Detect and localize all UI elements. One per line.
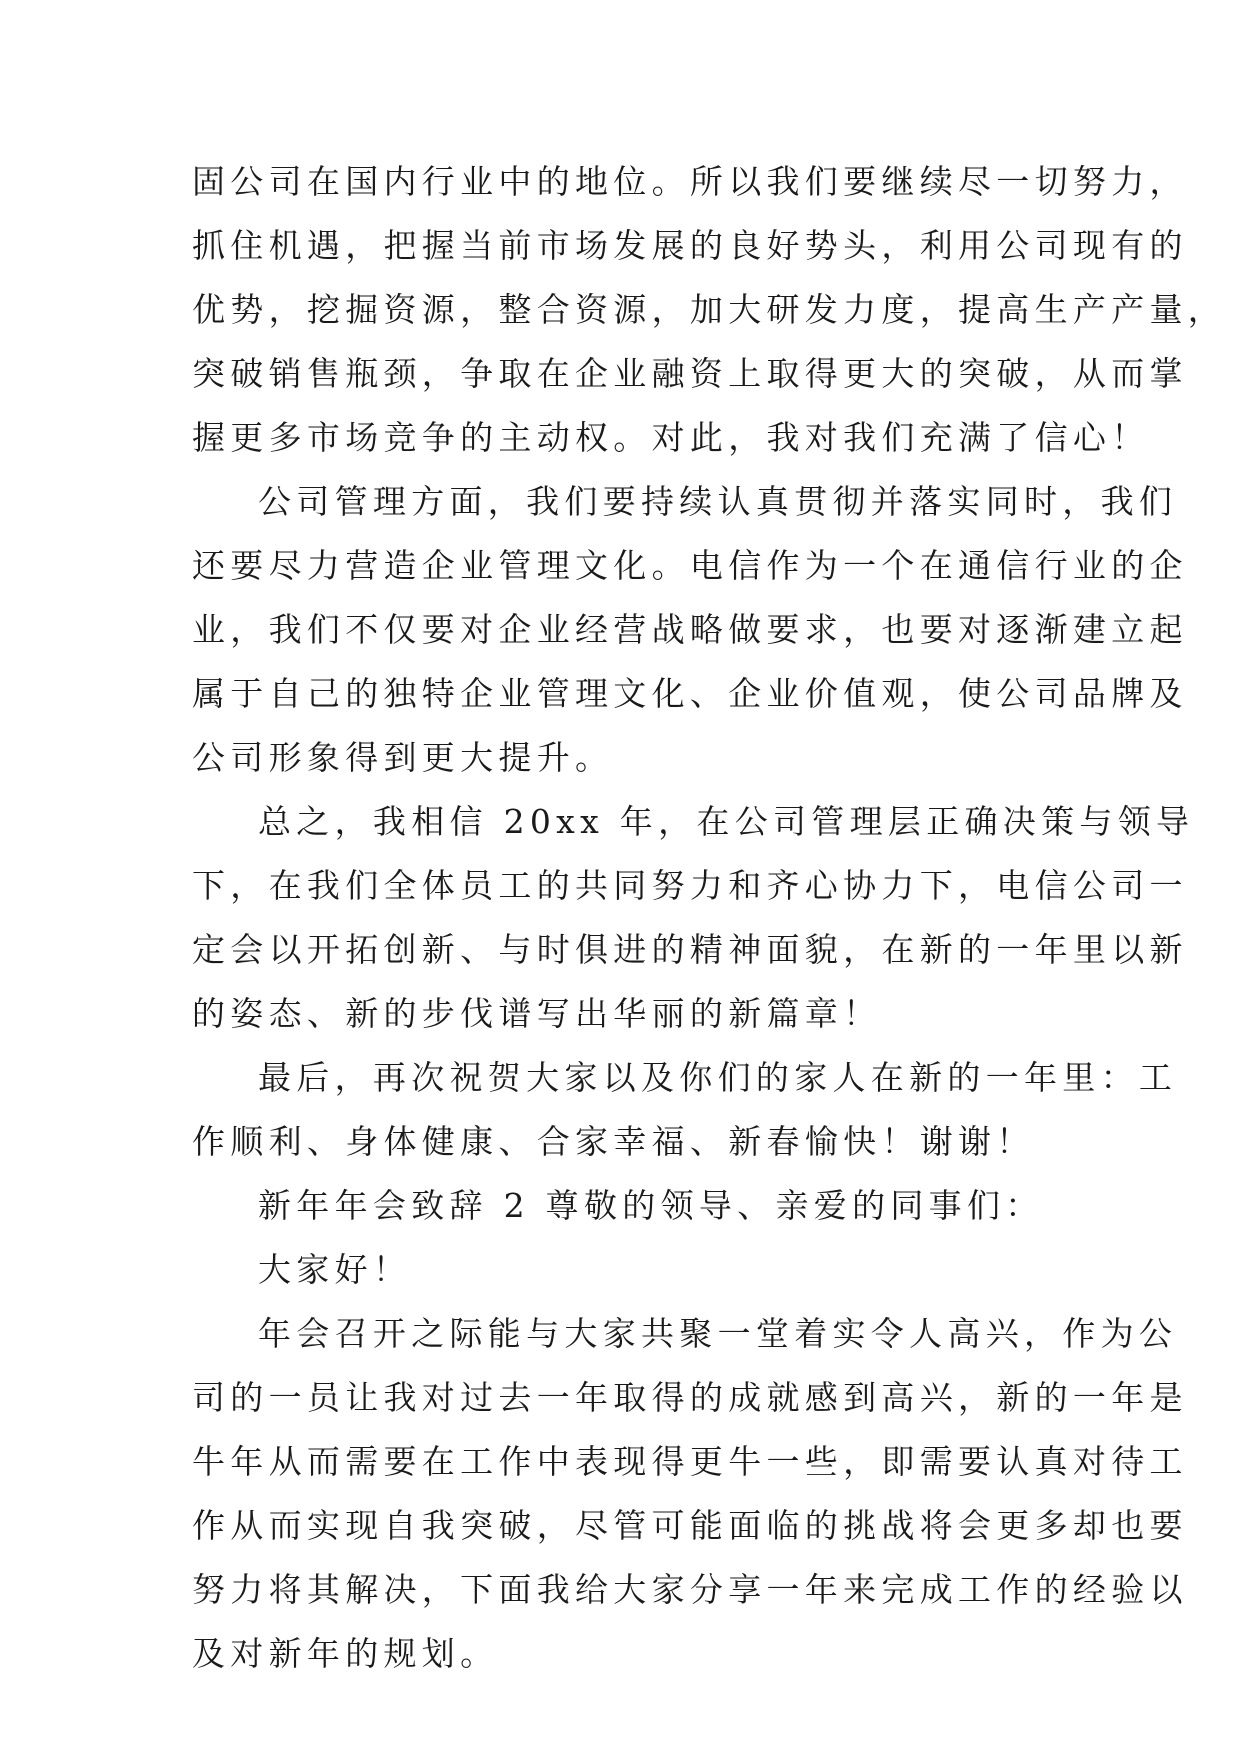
text-line: 抓住机遇，把握当前市场发展的良好势头，利用公司现有的 (192, 226, 1188, 265)
text-line: 司的一员让我对过去一年取得的成就感到高兴，新的一年是 (192, 1378, 1188, 1417)
text-line: 固公司在国内行业中的地位。所以我们要继续尽一切努力， (192, 162, 1188, 201)
paragraph (192, 150, 1227, 470)
text-line: 最后，再次祝贺大家以及你们的家人在新的一年里：工 (258, 1058, 1178, 1097)
text-line: 牛年从而需要在工作中表现得更牛一些，即需要认真对待工 (192, 1442, 1188, 1481)
document-body (192, 150, 1227, 1686)
text-line: 新年年会致辞 2 尊敬的领导、亲爱的同事们： (258, 1186, 1044, 1225)
text-line: 公司管理方面，我们要持续认真贯彻并落实同时，我们 (258, 482, 1178, 521)
paragraph (192, 470, 1188, 790)
text-line: 定会以开拓创新、与时俱进的精神面貌，在新的一年里以新 (192, 930, 1188, 969)
text-line: 下，在我们全体员工的共同努力和齐心协力下，电信公司一 (192, 866, 1188, 905)
text-line: 年会召开之际能与大家共聚一堂着实令人高兴，作为公 (258, 1314, 1178, 1353)
paragraph (192, 790, 1195, 1046)
paragraph-heading (192, 1174, 1072, 1238)
text-line: 努力将其解决，下面我给大家分享一年来完成工作的经验以 (192, 1570, 1188, 1609)
text-line: 大家好！ (258, 1250, 412, 1289)
paragraph-greeting (192, 1238, 1072, 1302)
text-line: 还要尽力营造企业管理文化。电信作为一个在通信行业的企 (192, 546, 1188, 585)
text-line: 业，我们不仅要对企业经营战略做要求，也要对逐渐建立起 (192, 610, 1188, 649)
paragraph (192, 1046, 1178, 1174)
text-line: 握更多市场竞争的主动权。对此，我对我们充满了信心！ (192, 418, 1150, 457)
text-line: 的姿态、新的步伐谱写出华丽的新篇章！ (192, 994, 882, 1033)
text-line: 公司形象得到更大提升。 (192, 738, 614, 777)
text-line: 属于自己的独特企业管理文化、企业价值观，使公司品牌及 (192, 674, 1188, 713)
text-line: 及对新年的规划。 (192, 1634, 499, 1673)
text-line: 突破销售瓶颈，争取在企业融资上取得更大的突破，从而掌 (192, 354, 1188, 393)
paragraph (192, 1302, 1188, 1686)
text-line: 作顺利、身体健康、合家幸福、新春愉快！谢谢！ (192, 1122, 1035, 1161)
text-line: 优势，挖掘资源，整合资源，加大研发力度，提高生产产量， (192, 290, 1227, 329)
text-line: 总之，我相信 20xx 年，在公司管理层正确决策与领导 (258, 802, 1195, 841)
text-line: 作从而实现自我突破，尽管可能面临的挑战将会更多却也要 (192, 1506, 1188, 1545)
